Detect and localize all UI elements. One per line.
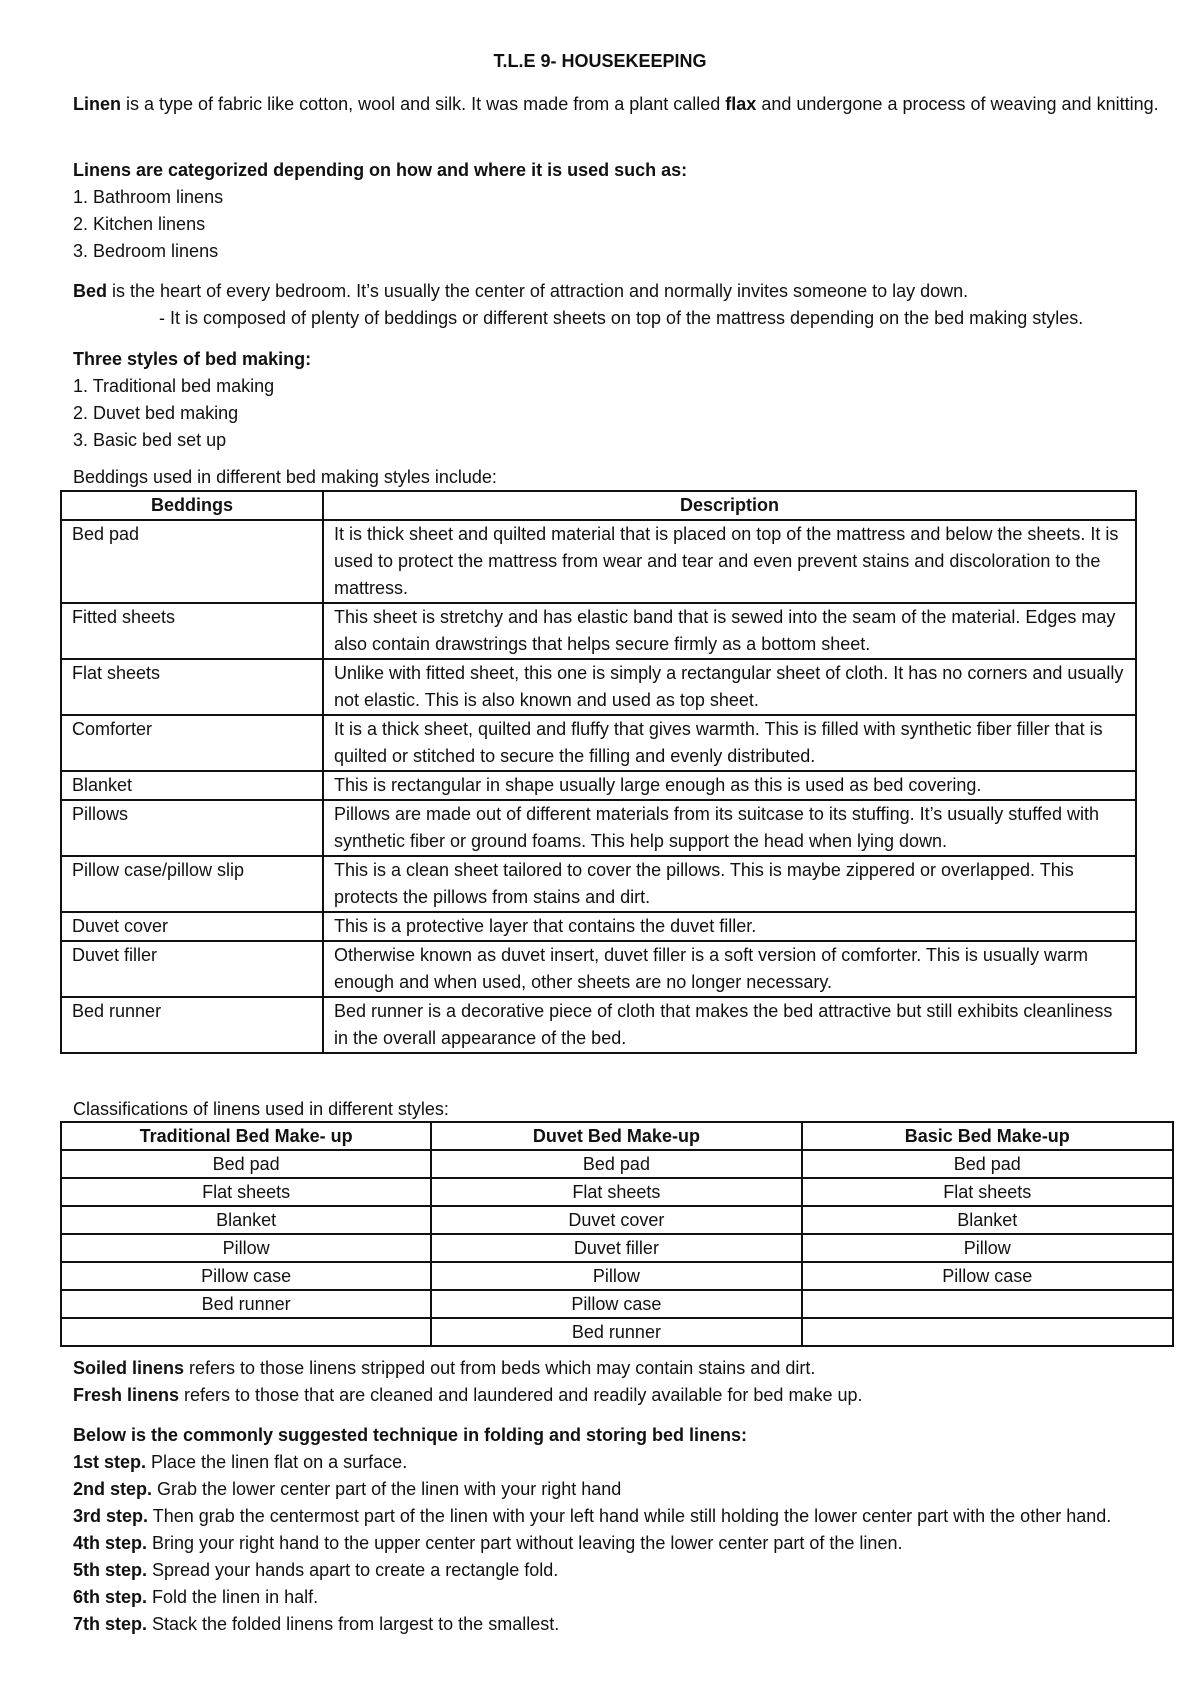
table-cell: Pillow [431,1262,801,1290]
bedding-description: This is a protective layer that contains the duvet filler. [323,912,1136,941]
list-item: 1. Bathroom linens [73,187,224,207]
bedding-description: Pillows are made out of different materials from its suitcase to its stuffing. It’s usually stuffed with synthetic fiber or ground foams. This help support the head when lying down. [323,800,1136,856]
table-row [61,941,1136,997]
bedding-description: Bed runner is a decorative piece of cloth that makes the bed attractive but still exhibits cleanliness in the overall appearance of the bed. [323,997,1136,1053]
list-item: 1. Traditional bed making [73,376,275,396]
table-row [61,800,1136,856]
step-item: 1st step. Place the linen flat on a surface. [73,1452,408,1472]
table-row [61,856,1136,912]
classifications-intro: Classifications of linens used in different styles: [73,1099,449,1119]
list-item: 2. Duvet bed making [73,403,239,423]
categories-heading: Linens are categorized depending on how and where it is used such as: [73,160,688,180]
categories-section [73,157,1183,265]
step-item: 4th step. Bring your right hand to the upper center part without leaving the lower center part of the linen. [73,1533,903,1553]
table-cell [61,1318,431,1346]
table-cell: Pillow [61,1234,431,1262]
column-header: Traditional Bed Make- up [61,1122,431,1150]
table-cell: Flat sheets [431,1178,801,1206]
bedding-description: It is thick sheet and quilted material that is placed on top of the mattress and below the sheets. It is used to protect the mattress from wear and tear and even prevent stains and discoloration to the mattress. [323,520,1136,603]
table-cell: Duvet cover [431,1206,801,1234]
table-cell: Pillow case [61,1262,431,1290]
table-cell [802,1318,1173,1346]
bedding-name: Duvet filler [61,941,323,997]
bedding-name: Comforter [61,715,323,771]
table-cell: Bed pad [61,1150,431,1178]
table-cell: Flat sheets [61,1178,431,1206]
bedding-name: Blanket [61,771,323,800]
list-item: 3. Bedroom linens [73,241,219,261]
step-item: 3rd step. Then grab the centermost part of the linen with your left hand while still holding the lower center part with the other hand. [73,1506,1112,1526]
linen-terms: Soiled linens refers to those linens stripped out from beds which may contain stains and dirt. Fresh linens refers to those that are cleaned and laundered and readily available for bed make up. [73,1358,863,1405]
bedding-description: Otherwise known as duvet insert, duvet filler is a soft version of comforter. This is usually warm enough and when used, other sheets are no longer necessary. [323,941,1136,997]
bedding-description: This is rectangular in shape usually large enough as this is used as bed covering. [323,771,1136,800]
bedding-name: Pillow case/pillow slip [61,856,323,912]
styles-section [73,346,1183,454]
table-row [61,1234,1173,1262]
table-cell: Flat sheets [802,1178,1173,1206]
bedding-name: Bed runner [61,997,323,1053]
column-header: Beddings [61,491,323,520]
bedding-description: This sheet is stretchy and has elastic band that is sewed into the seam of the material. Edges may also contain drawstrings that helps secure firmly as a bottom sheet. [323,603,1136,659]
bedding-name: Duvet cover [61,912,323,941]
column-header: Basic Bed Make-up [802,1122,1173,1150]
linen-definition: Linen is a type of fabric like cotton, wool and silk. It was made from a plant called flax and undergone a process of weaving and knitting. [73,94,1159,114]
table-cell: Blanket [61,1206,431,1234]
table-cell: Pillow case [431,1290,801,1318]
soiled-term: Soiled linens [73,1358,185,1378]
table-cell: Pillow [802,1234,1173,1262]
step-item: 2nd step. Grab the lower center part of the linen with your right hand [73,1479,622,1499]
bed-definition: Bed is the heart of every bedroom. It’s usually the center of attraction and normally invites someone to lay down. - It is composed of plenty of beddings or different sheets on top of the mattress depending on the bed making styles. [73,278,1183,332]
table-cell: Bed runner [431,1318,801,1346]
bedding-name: Fitted sheets [61,603,323,659]
column-header: Duvet Bed Make-up [431,1122,801,1150]
page-title: T.L.E 9- HOUSEKEEPING [493,51,707,71]
list-item: 2. Kitchen linens [73,214,206,234]
bedding-name: Pillows [61,800,323,856]
table-cell: Duvet filler [431,1234,801,1262]
technique-heading: Below is the commonly suggested technique in folding and storing bed linens: [73,1425,748,1445]
step-item: 7th step. Stack the folded linens from largest to the smallest. [73,1614,560,1634]
table-row [61,997,1136,1053]
table-row [61,1178,1173,1206]
table-row [61,912,1136,941]
table-row [61,1206,1173,1234]
linen-term: Linen [73,94,121,114]
table-cell [802,1290,1173,1318]
styles-heading: Three styles of bed making: [73,349,312,369]
column-header: Description [323,491,1136,520]
table-cell: Bed runner [61,1290,431,1318]
bedding-name: Flat sheets [61,659,323,715]
beddings-intro: Beddings used in different bed making styles include: [73,467,497,487]
table-header-row [61,1122,1173,1150]
fresh-term: Fresh linens [73,1385,180,1405]
table-cell: Blanket [802,1206,1173,1234]
table-row [61,659,1136,715]
bed-term: Bed [73,281,108,301]
table-cell: Bed pad [802,1150,1173,1178]
table-row [61,715,1136,771]
table-row [61,1318,1173,1346]
table-row [61,1150,1173,1178]
table-row [61,771,1136,800]
technique-section [73,1422,1183,1638]
table-row [61,1262,1173,1290]
table-row [61,1290,1173,1318]
bedding-description: This is a clean sheet tailored to cover the pillows. This is maybe zippered or overlapped. This protects the pillows from stains and dirt. [323,856,1136,912]
bed-sub-note: - It is composed of plenty of beddings or different sheets on top of the mattress depending on the bed making styles. [159,308,1084,328]
table-row [61,603,1136,659]
table-row [61,520,1136,603]
bedding-description: Unlike with fitted sheet, this one is simply a rectangular sheet of cloth. It has no corners and usually not elastic. This is also known and used as top sheet. [323,659,1136,715]
list-item: 3. Basic bed set up [73,430,227,450]
table-cell: Pillow case [802,1262,1173,1290]
table-header-row [61,491,1136,520]
classifications-table [60,1121,1174,1347]
step-item: 6th step. Fold the linen in half. [73,1587,319,1607]
bedding-description: It is a thick sheet, quilted and fluffy that gives warmth. This is filled with synthetic fiber filler that is quilted or stitched to secure the filling and evenly distributed. [323,715,1136,771]
bedding-name: Bed pad [61,520,323,603]
table-cell: Bed pad [431,1150,801,1178]
step-item: 5th step. Spread your hands apart to create a rectangle fold. [73,1560,559,1580]
flax-term: flax [725,94,757,114]
beddings-table [60,490,1137,1054]
